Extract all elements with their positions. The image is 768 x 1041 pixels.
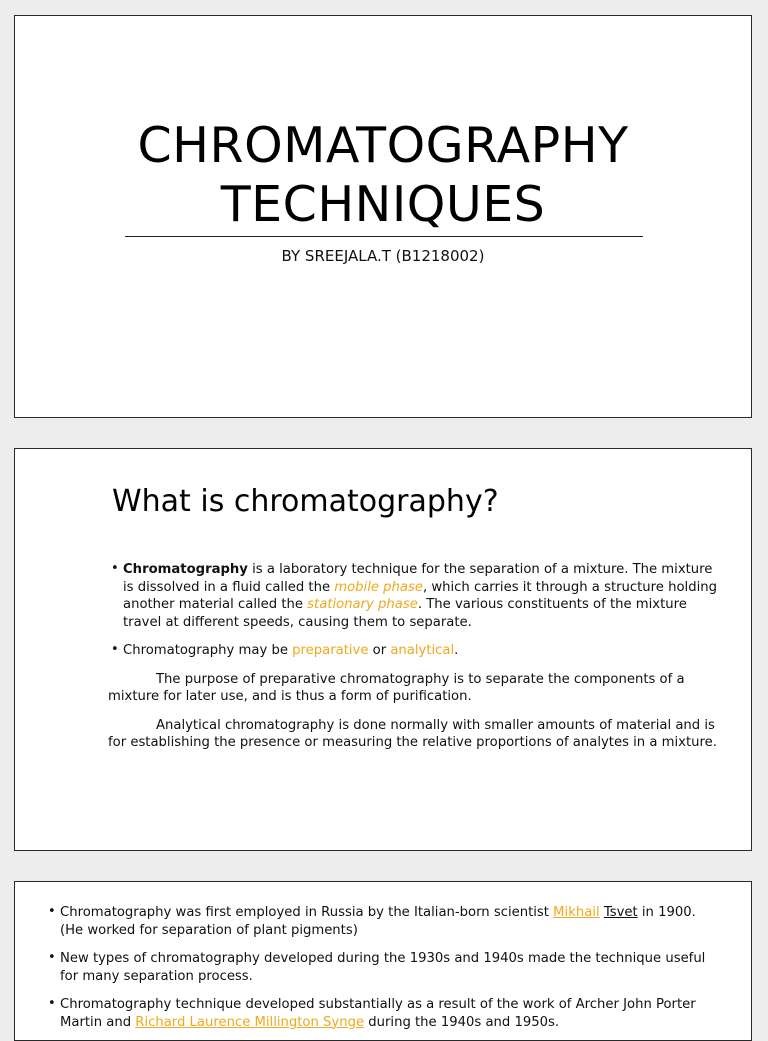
slide-body (108, 561, 725, 763)
bullet-icon: • (111, 642, 119, 657)
title-slide (14, 15, 752, 418)
slide-heading: What is chromatography? (112, 484, 499, 519)
text-run: , which carries it through a structure holding another material called the (123, 579, 717, 612)
stationary-phase-term: stationary phase (307, 597, 418, 612)
history-slide (14, 881, 752, 1041)
text-run: during the 1940s and 1950s. (364, 1014, 560, 1030)
title-line-1: CHROMATOGRAPHY (137, 117, 629, 174)
bullet-item (45, 904, 711, 939)
text-run: is a laboratory technique for the separation of a mixture. The mixture is dissolved in a fluid called the (123, 562, 713, 595)
bullet-icon: • (111, 561, 119, 576)
text-run: or (368, 643, 391, 658)
bullet-item (108, 642, 725, 660)
bullet-icon: • (48, 904, 56, 919)
synge-link[interactable]: Richard Laurence Millington Synge (135, 1014, 365, 1030)
text-run: Chromatography may be (123, 643, 293, 658)
title-divider (125, 236, 643, 237)
text-run: . (454, 643, 459, 658)
bold-term: Chromatography (123, 562, 248, 577)
analytical-term: analytical (390, 643, 455, 658)
mobile-phase-term: mobile phase (334, 579, 423, 595)
definition-slide (14, 448, 752, 851)
bullet-item (45, 996, 711, 1031)
bullet-item (45, 950, 711, 985)
text-run: . The various constituents of the mixture travel at different speeds, causing them to separate. (123, 597, 687, 630)
text-run: Chromatography technique developed substantially as a result of the work of Archer John Porter Martin and (60, 997, 696, 1030)
tsvet-link[interactable]: Tsvet (603, 905, 638, 920)
bullet-icon: • (48, 950, 56, 965)
bullet-item (108, 561, 725, 631)
slide-body (45, 904, 711, 1041)
title-line-2: TECHNIQUES (220, 176, 546, 233)
author-subtitle: BY SREEJALA.T (B1218002) (281, 247, 485, 265)
preparative-term: preparative (292, 643, 369, 658)
paragraph-analytical: Analytical chromatography is done normally with smaller amounts of material and is for establishing the presence or measuring the relative proportions of analytes in a mixture. (108, 717, 717, 750)
slide-title (15, 116, 751, 234)
text-run: New types of chromatography developed during the 1930s and 1940s made the technique useful for many separation process. (60, 951, 706, 984)
paragraph-preparative: The purpose of preparative chromatography is to separate the components of a mixture for later use, and is thus a form of purification. (108, 671, 685, 704)
bullet-icon: • (48, 996, 56, 1011)
mikhail-link[interactable]: Mikhail (553, 905, 600, 920)
text-run: in 1900.(He worked for separation of plant pigments) (60, 905, 696, 938)
text-run: Chromatography was first employed in Russia by the Italian-born scientist (60, 905, 554, 920)
